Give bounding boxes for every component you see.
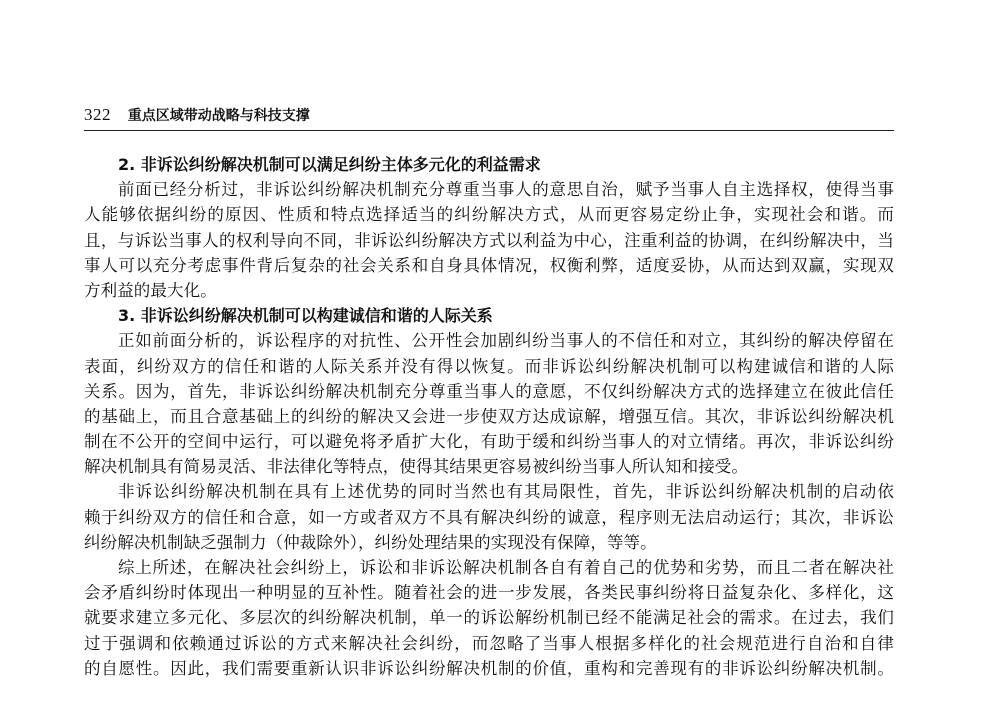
paragraph-line: 制在不公开的空间中运行，可以避免将矛盾扩大化，有助于缓和纠纷当事人的对立情绪。再次，非诉讼纠纷: [84, 432, 894, 452]
section-heading-3: 3. 非诉讼纠纷解决机制可以构建诚信和谐的人际关系: [118, 306, 493, 326]
paragraph-line: 综上所述，在解决社会纠纷上，诉讼和非诉讼解决机制各自有着自己的优势和劣势，而且二者在解决社: [118, 558, 894, 577]
paragraph-line: 方利益的最大化。: [84, 280, 217, 300]
paragraph-line: 的自愿性。因此，我们需要重新认识非诉讼纠纷解决机制的价值，重构和完善现有的非诉讼纠纷解决机制。: [84, 658, 894, 678]
paragraph-line: 非诉讼纠纷解决机制在具有上述优势的同时当然也有其局限性，首先，非诉讼纠纷解决机制的启动依: [118, 482, 894, 502]
paragraph-line: 表面，纠纷双方的信任和谐的人际关系并没有得以恢复。而非诉讼纠纷解决机制可以构建诚信和谐的人际: [84, 356, 894, 376]
page-number: 322: [84, 105, 111, 124]
paragraph-line: 过于强调和依赖通过诉讼的方式来解决社会纠纷，而忽略了当事人根据多样化的社会规范进行自治和自律: [84, 633, 894, 653]
paragraph-line: 关系。因为，首先，非诉讼纠纷解决机制充分尊重当事人的意愿，不仅纠纷解决方式的选择建立在彼此信任: [84, 381, 894, 401]
book-title: 重点区域带动战略与科技支撑: [127, 108, 310, 124]
paragraph-line: 解决机制具有简易灵活、非法律化等特点，使得其结果更容易被纠纷当事人所认知和接受。: [84, 457, 748, 477]
paragraph-line: 且，与诉讼当事人的权利导向不同，非诉讼纠纷解决方式以利益为中心，注重利益的协调，在纠纷解决中，当: [84, 230, 894, 250]
paragraph-line: 纠纷解决机制缺乏强制力（仲裁除外），纠纷处理结果的实现没有保障，等等。: [84, 532, 657, 552]
running-header: [84, 104, 894, 131]
section-heading-2: 2. 非诉讼纠纷解决机制可以满足纠纷主体多元化的利益需求: [118, 155, 541, 174]
paragraph-line: 前面已经分析过，非诉讼纠纷解决机制充分尊重当事人的意思自治，赋予当事人自主选择权，使得当事: [118, 180, 894, 200]
paragraph-2: [84, 328, 894, 479]
paragraph-line: 的基础上，而且合意基础上的纠纷的解决又会进一步使双方达成谅解，增强互信。其次，非诉讼纠纷解决机: [84, 406, 894, 426]
paragraph-4: [84, 555, 894, 681]
paragraph-line: 赖于纠纷双方的信任和合意，如一方或者双方不具有解决纠纷的诚意，程序则无法启动运行；其次，非诉讼: [84, 507, 894, 527]
paragraph-1: [84, 177, 894, 303]
paragraph-line: 人能够依据纠纷的原因、性质和特点选择适当的纠纷解决方式，从而更容易定纷止争，实现社会和谐。而: [84, 205, 894, 225]
paragraph-line: 会矛盾纠纷时体现出一种明显的互补性。随着社会的进一步发展，各类民事纠纷将日益复杂化、多样化，这: [84, 583, 894, 603]
paragraph-line: 正如前面分析的，诉讼程序的对抗性、公开性会加剧纠纷当事人的不信任和对立，其纠纷的解决停留在: [118, 331, 894, 351]
paragraph-line: 事人可以充分考虑事件背后复杂的社会关系和自身具体情况，权衡利弊，适度妥协，从而达到双赢，实现双: [84, 255, 894, 275]
paragraph-3: [84, 479, 894, 555]
page-body: [84, 152, 894, 681]
paragraph-line: 就要求建立多元化、多层次的纠纷解决机制，单一的诉讼解纷机制已经不能满足社会的需求。在过去，我们: [84, 608, 894, 628]
